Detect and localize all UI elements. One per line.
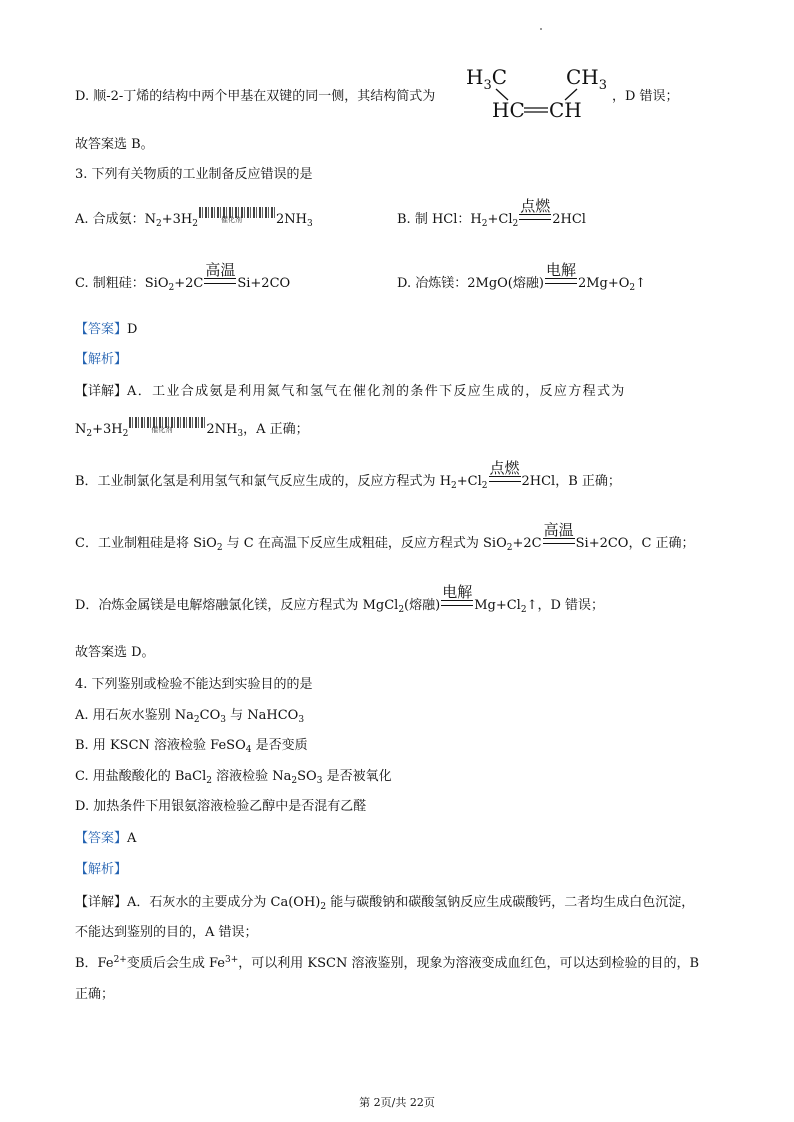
q3-detail-d-text: D．冶炼金属镁是电解熔融氯化镁，反应方程式为: [75, 598, 363, 613]
q4-b-text: B. 用 KSCN 溶液检验 FeSO: [75, 738, 246, 753]
ch-label: CH: [549, 98, 582, 122]
q4-detail-a1-end: 能与碳酸钠和碳酸氢钠反应生成碳酸钙，二者均生成白色沉淀，: [326, 895, 695, 910]
q3-detail-c: C．工业制粗硅是将 SiO$_2$ 与 C 在高温下反应生成粗硅，反应方程式为 SiO$_2$+2C 高温 Si+2CO，C 正确；: [75, 521, 695, 553]
q3-option-a: A. 合成氨：$N_2+3H_2$ 催化剂 $2NH_3$: [75, 208, 313, 229]
h3c-label: $H_3C$: [466, 65, 508, 93]
q3-analysis-label: 【解析】: [75, 352, 128, 367]
q3-detail-d-end: ，D 错误；: [537, 598, 605, 613]
q4-detail-b2: 正确；: [75, 987, 115, 1002]
q3-detail-d: D．冶炼金属镁是电解熔融氯化镁，反应方程式为 MgCl$_2$(熔融) 电解 $Mg+Cl_2↑$，D 错误；: [75, 583, 605, 615]
q3-conclusion: 故答案选 D。: [75, 645, 155, 660]
q4-detail-a2: 不能达到鉴别的目的，A 错误；: [75, 925, 258, 940]
q4-option-a: A. 用石灰水鉴别 $Na_2CO_3$ 与 NaHCO$_3$: [75, 708, 305, 725]
q4-option-b: B. 用 KSCN 溶液检验 FeSO$_4$ 是否变质: [75, 738, 308, 755]
q3-answer-value: D: [127, 322, 138, 337]
catalyst-arrow-2: 催化剂: [129, 419, 205, 433]
q3-answer-label: 【答案】: [75, 322, 128, 337]
q2-d-text: D. 顺-2-丁烯的结构中两个甲基在双键的同一侧，其结构简式为: [75, 89, 436, 104]
q3-detail-a1: [75, 380, 725, 399]
q3-stem: 3. 下列有关物质的工业制备反应错误的是: [75, 167, 313, 182]
q3-detail-b-end: ，B 正确；: [555, 474, 621, 489]
q4-c-text: C. 用盐酸酸化的 BaCl: [75, 769, 207, 784]
q2-option-d: [75, 85, 435, 104]
condition-dianjie: 电解: [545, 278, 577, 287]
ch3-label: $CH_3$: [566, 65, 608, 93]
condition-dianran-2: 点燃: [489, 476, 521, 485]
q3-detail-a1-text: A．工业合成氨是利用氮气和氢气在催化剂的条件下反应生成的，反应方程式为: [127, 384, 626, 399]
scan-dot: [540, 28, 542, 30]
q4-option-c: C. 用盐酸酸化的 BaCl$_2$ 溶液检验 $Na_2SO_3$ 是否被氧化: [75, 769, 392, 786]
q4-c-end: 是否被氧化: [322, 769, 392, 784]
q3-detail-b: B．工业制氯化氢是利用氢气和氯气反应生成的，反应方程式为 $H_2+Cl_2$ 点燃 2HCl，B 正确；: [75, 459, 621, 491]
q4-answer: [75, 827, 136, 846]
catalyst-arrow: 催化剂: [199, 209, 275, 223]
q2-d-suffix: ，D 错误；: [612, 89, 679, 104]
q3-answer: [75, 318, 137, 337]
q2-conclusion: 故答案选 B。: [75, 137, 154, 152]
q3-detail-a2-end: ，A 正确；: [243, 422, 309, 437]
q3-c-label: C. 制粗硅：: [75, 276, 145, 291]
condition-gaowen: 高温: [204, 278, 236, 287]
q4-detail-a1: 【详解】A．石灰水的主要成分为 $Ca(OH)_2$ 能与碳酸钠和碳酸氢钠反应生成碳酸钙，二者均生成白色沉淀，: [75, 895, 695, 912]
q4-answer-label: 【答案】: [75, 831, 128, 846]
q4-b-end: 是否变质: [251, 738, 308, 753]
q4-analysis-label: 【解析】: [75, 862, 128, 877]
q4-detail-a1-text: A．石灰水的主要成分为 Ca(OH): [127, 895, 321, 910]
cis-2-butene-structure: [462, 60, 612, 122]
q3-detail-c-mid: 与 C 在高温下反应生成粗硅，反应方程式为: [222, 536, 484, 551]
q4-fe3-charge: 3+: [224, 955, 239, 965]
q4-option-d: D. 加热条件下用银氨溶液检验乙醇中是否混有乙醛: [75, 799, 367, 814]
page-footer: 第 2页/共 22页: [359, 1096, 435, 1109]
q4-detail-b1-end: ，可以利用 KSCN 溶液鉴别，现象为溶液变成血红色，可以达到检验的目的，B: [238, 956, 700, 971]
q4-detail-b1-mid: 变质后会生成 Fe: [126, 956, 225, 971]
condition-dianran: 点燃: [519, 214, 551, 223]
q3-detail-c-text: C．工业制粗硅是将 SiO: [75, 536, 217, 551]
q3-detail-label: 【详解】: [75, 384, 128, 399]
q4-a-mid2: 与 NaHCO: [226, 708, 299, 723]
condition-gaowen-2: 高温: [543, 538, 575, 547]
q3-detail-b-text: B．工业制氯化氢是利用氢气和氯气反应生成的，反应方程式为: [75, 474, 440, 489]
q3-option-d: D. 冶炼镁：2MgO(熔融) 电解 $2Mg+O_2↑$: [397, 261, 647, 293]
condition-dianjie-2: 电解: [441, 600, 473, 609]
q4-detail-b1: [75, 952, 699, 971]
q3-d-label: D. 冶炼镁：: [397, 276, 468, 291]
q4-stem: 4. 下列鉴别或检验不能达到实验目的的是: [75, 677, 313, 692]
q3-detail-c-end: ，C 正确；: [628, 536, 695, 551]
q4-answer-value: A: [127, 831, 137, 846]
q4-fe2-charge: 2+: [113, 955, 127, 965]
q4-a-mid: CO: [199, 708, 221, 723]
q4-a-text: A. 用石灰水鉴别 Na: [75, 708, 194, 723]
q4-detail-b1-text: B．Fe: [75, 956, 114, 971]
q4-c-mid: 溶液检验 Na: [212, 769, 292, 784]
q4-detail-label: 【详解】: [75, 895, 128, 910]
hc-label: HC: [492, 98, 525, 122]
q3-option-c: C. 制粗硅：SiO$_2$+2C 高温 Si+2CO: [75, 261, 291, 293]
q3-detail-a2: $N_2+3H_2$ 催化剂 $2NH_3$，A 正确；: [75, 418, 309, 439]
q4-c-mid2: SO: [297, 769, 317, 784]
q3-option-b: B. 制 HCl：$H_2+Cl_2$ 点燃 2HCl: [397, 197, 586, 229]
q3-b-label: B. 制 HCl：: [397, 212, 471, 227]
q3-a-label: A. 合成氨：: [75, 212, 145, 227]
